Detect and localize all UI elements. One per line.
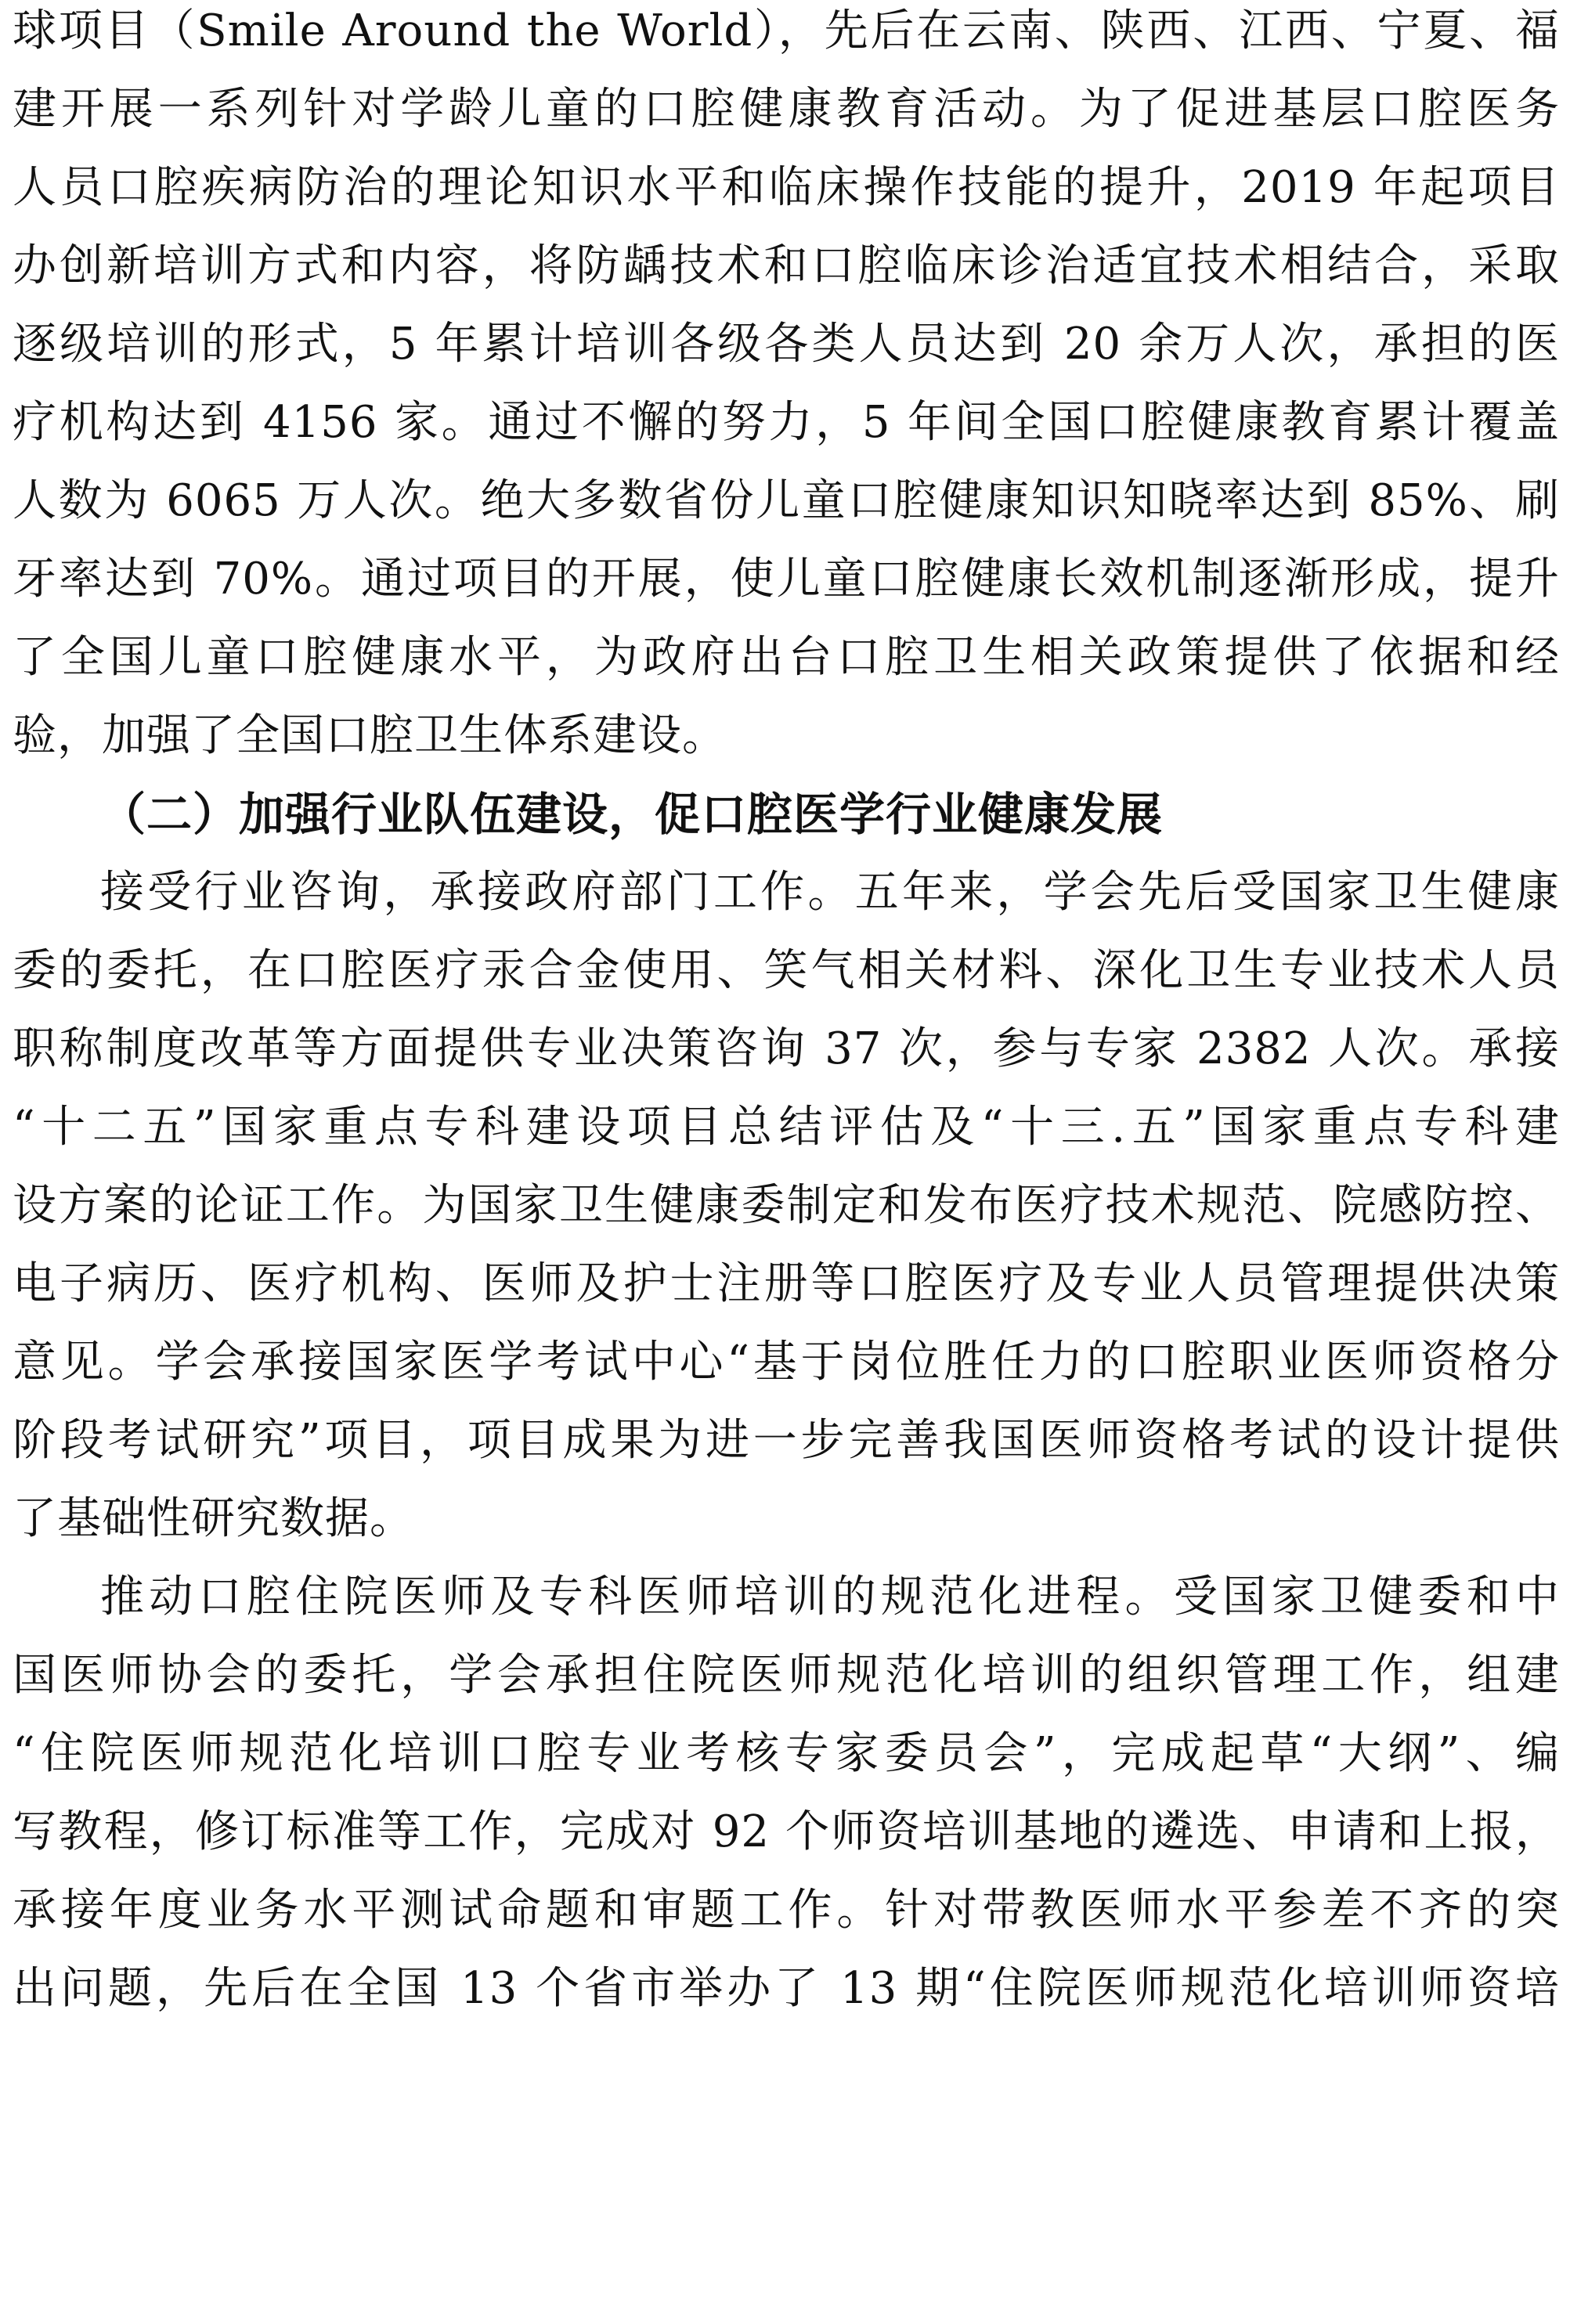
text-line: 人数为 6065 万人次。绝大多数省份儿童口腔健康知识知晓率达到 85%、刷 [13,475,1560,526]
text-line: 了全国儿童口腔健康水平，为政府出台口腔卫生相关政策提供了依据和经 [13,632,1560,683]
text-line: 疗机构达到 4156 家。通过不懈的努力，5 年间全国口腔健康教育累计覆盖 [13,397,1560,448]
text-line: 阶段考试研究”项目，项目成果为进一步完善我国医师资格考试的设计提供 [13,1415,1560,1466]
text-line: 写教程，修订标准等工作，完成对 92 个师资培训基地的遴选、申请和上报， [13,1806,1560,1857]
text-line: 意见。学会承接国家医学考试中心“基于岗位胜任力的口腔职业医师资格分 [13,1337,1560,1388]
text-line: 了基础性研究数据。 [13,1493,414,1544]
text-line: 牙率达到 70%。通过项目的开展，使儿童口腔健康长效机制逐渐形成，提升 [13,554,1560,604]
text-line: 职称制度改革等方面提供专业决策咨询 37 次，参与专家 2382 人次。承接 [13,1023,1560,1074]
text-line: 电子病历、医疗机构、医师及护士注册等口腔医疗及专业人员管理提供决策 [13,1258,1560,1309]
text-line: 验，加强了全国口腔卫生体系建设。 [13,710,727,761]
text-line: 出问题，先后在全国 13 个省市举办了 13 期“住院医师规范化培训师资培 [13,1963,1560,2014]
text-line: 建开展一系列针对学龄儿童的口腔健康教育活动。为了促进基层口腔医务 [13,84,1560,135]
text-line: 委的委托，在口腔医疗汞合金使用、笑气相关材料、深化卫生专业技术人员 [13,945,1560,996]
text-line: 推动口腔住院医师及专科医师培训的规范化进程。受国家卫健委和中 [100,1572,1560,1622]
text-line: 设方案的论证工作。为国家卫生健康委制定和发布医疗技术规范、院感防控、 [13,1180,1560,1231]
section-heading: （二）加强行业队伍建设，促口腔医学行业健康发展 [100,788,1164,841]
text-line: “十二五”国家重点专科建设项目总结评估及“十三.五”国家重点专科建 [13,1102,1560,1153]
text-line: 承接年度业务水平测试命题和审题工作。针对带教医师水平参差不齐的突 [13,1885,1560,1936]
text-line: 逐级培训的形式，5 年累计培训各级各类人员达到 20 余万人次，承担的医 [13,319,1560,370]
text-line: 人员口腔疾病防治的理论知识水平和临床操作技能的提升，2019 年起项目 [13,162,1560,213]
text-line: “住院医师规范化培训口腔专业考核专家委员会”，完成起草“大纲”、编 [13,1728,1560,1779]
text-line: 球项目（Smile Around the World），先后在云南、陕西、江西、宁夏、福 [13,5,1560,56]
text-line: 接受行业咨询，承接政府部门工作。五年来，学会先后受国家卫生健康 [100,867,1560,918]
text-line: 办创新培训方式和内容，将防龋技术和口腔临床诊治适宜技术相结合，采取 [13,240,1560,291]
text-line: 国医师协会的委托，学会承担住院医师规范化培训的组织管理工作，组建 [13,1650,1560,1701]
